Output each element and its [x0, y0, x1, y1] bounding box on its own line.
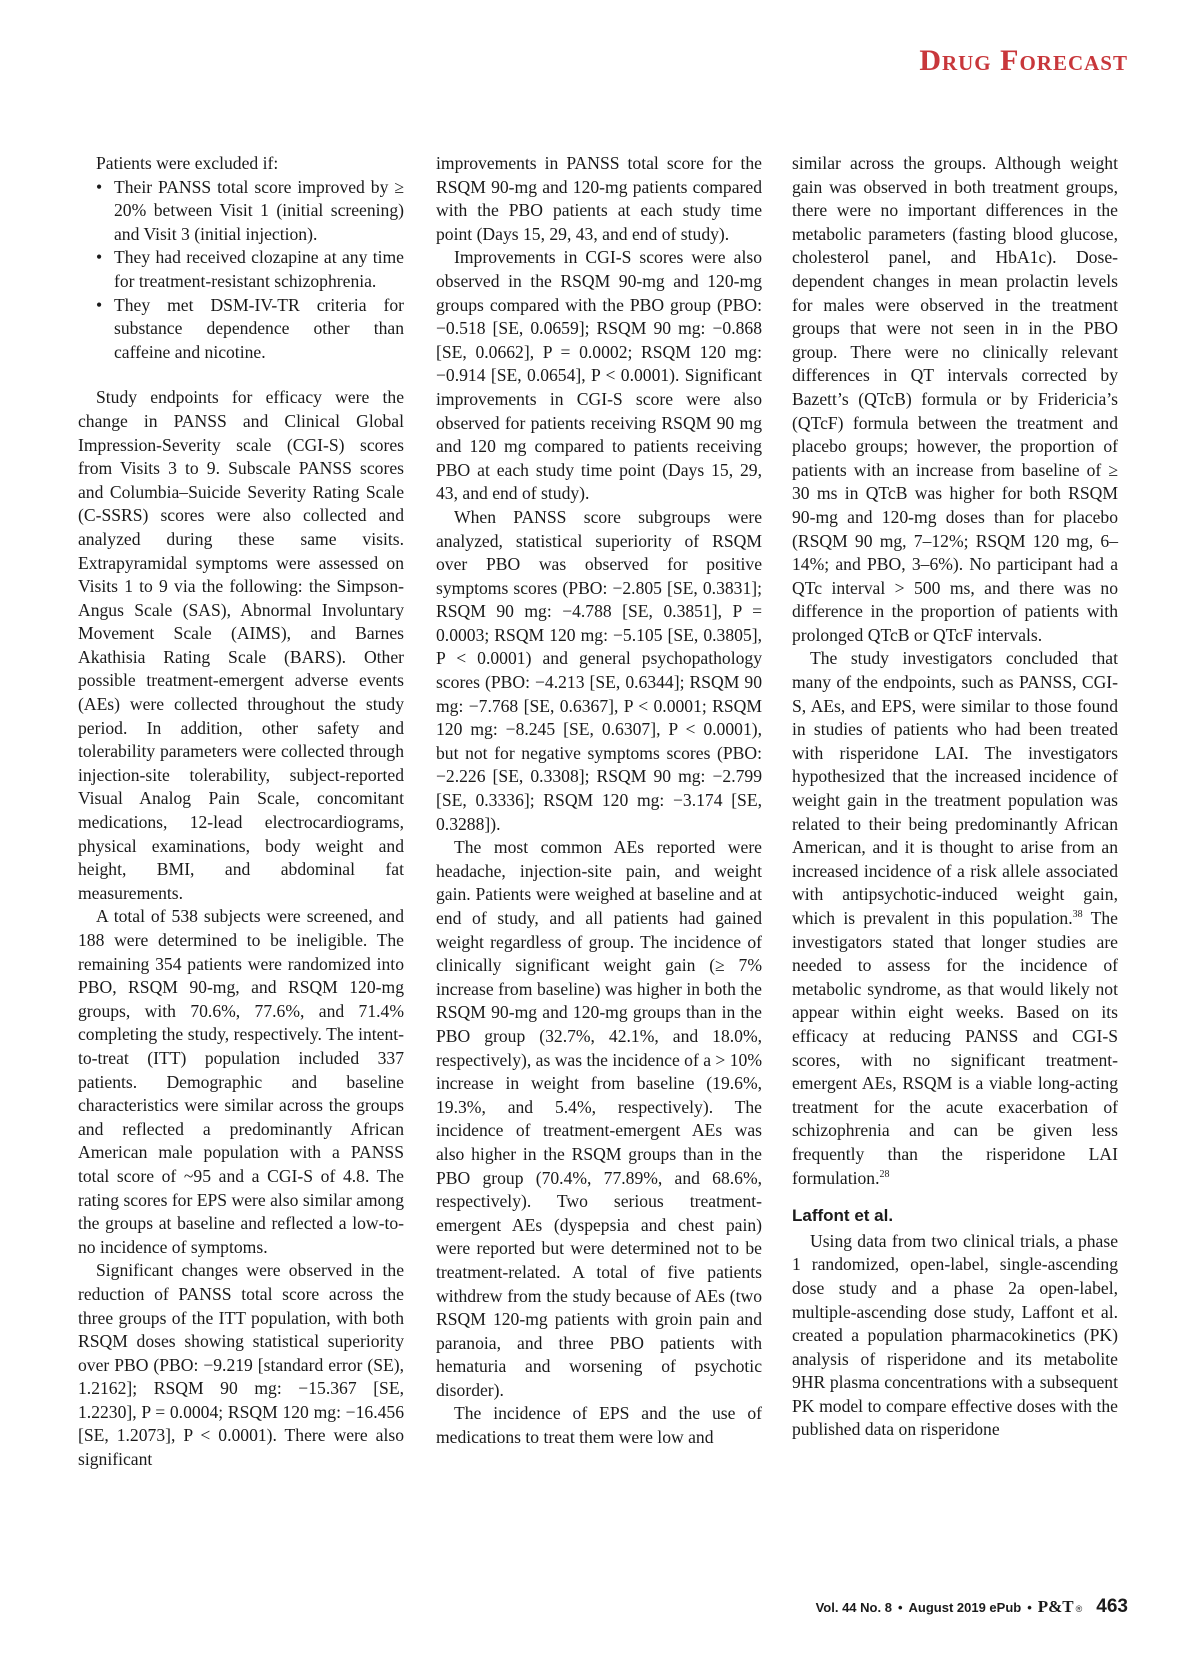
- page-footer: [816, 1596, 1128, 1618]
- footer-date: August 2019 ePub: [908, 1600, 1022, 1615]
- section-title: Drug Forecast: [919, 44, 1128, 77]
- paragraph: Significant changes were observed in the reduction of PANSS total score across the three groups of the ITT population, with both RSQM doses showing statistical superiority over PBO (PBO: −9.219 [standard error (SE), 1.2162]; RSQM 90 mg: −15.367 [SE, 1.2230], P = 0.0004; RSQM 120 mg: −16.456 [SE, 1.2073], P < 0.0001). There were also significant: [78, 1260, 404, 1470]
- paragraph-text: The study investigators concluded that many of the endpoints, such as PANSS, CGI-S, AEs, and EPS, were similar to those found in studies of patients who had been treated with risperidone LAI. The investigators hypothesized that the increased incidence of weight gain in the treatment population was related to their being predominantly African American, and it is thought to arise from an increased incidence of a risk allele associated with antipsychotic-induced weight gain, which is prevalent in this population.: [792, 648, 1118, 928]
- subsection-heading: Laffont et al.: [792, 1206, 894, 1226]
- footer-separator: •: [897, 1600, 903, 1615]
- paragraph: [792, 647, 1118, 1190]
- exclusion-intro: Patients were excluded if:: [96, 153, 279, 173]
- footer-issue: Vol. 44 No. 8: [815, 1600, 892, 1615]
- column-3: [792, 152, 1118, 1442]
- journal-name: P&T: [1037, 1597, 1074, 1616]
- paragraph: The most common AEs reported were headache, injection-site pain, and weight gain. Patients were weighed at baseline and at end of study, and all patients had gained weight regardless of group. The incidence of clinically significant weight gain (≥ 7% increase from baseline) was higher in both the RSQM 90-mg and 120-mg groups than in the PBO group (32.7%, 42.1%, and 18.0%, respectively), as was the incidence of a > 10% increase in weight from baseline (19.6%, 19.3%, and 5.4%, respectively). The incidence of treatment-emergent AEs was also higher in the RSQM groups than in the PBO group (70.4%, 77.89%, and 68.6%, respectively). Two serious treatment-emergent AEs (dyspepsia and chest pain) were reported but were determined not to be treatment-related. A total of five patients withdrew from the study because of AEs (two RSQM 120-mg patients with groin pain and paranoia, and three PBO patients with hematuria and worsening of psychotic disorder).: [436, 837, 762, 1400]
- reference-38: 38: [1072, 909, 1083, 921]
- list-item: • They met DSM-IV-TR criteria for substance dependence other than caffeine and nicotine.: [96, 294, 404, 365]
- column-1: [78, 152, 404, 1472]
- list-item: • They had received clozapine at any time for treatment-resistant schizophrenia.: [96, 246, 404, 293]
- paragraph: When PANSS score subgroups were analyzed, statistical superiority of RSQM over PBO was observed for positive symptoms scores (PBO: −2.805 [SE, 0.3831]; RSQM 90 mg: −4.788 [SE, 0.3851], P = 0.0003; RSQM 120 mg: −5.105 [SE, 0.3805], P < 0.0001) and general psychopathology scores (PBO: −4.213 [SE, 0.6344]; RSQM 90 mg: −7.768 [SE, 0.6367], P < 0.0001; RSQM 120 mg: −8.245 [SE, 0.6307], P < 0.0001), but not for negative symptoms scores (PBO: −2.226 [SE, 0.3308]; RSQM 90 mg: −2.799 [SE, 0.3336]; RSQM 120 mg: −3.174 [SE, 0.3288]).: [436, 506, 762, 834]
- registered-mark: ®: [1075, 1604, 1083, 1614]
- paragraph: improvements in PANSS total score for the RSQM 90-mg and 120-mg patients compared with the PBO patients at each study time point (Days 15, 29, 43, and end of study).: [436, 153, 762, 244]
- paragraph: The incidence of EPS and the use of medications to treat them were low and: [436, 1403, 762, 1448]
- paragraph-text: The investigators stated that longer studies are needed to assess for the incidence of metabolic syndrome, as that would likely not appear within eight weeks. Based on its efficacy at reducing PANSS and CGI-S scores, with no significant treatment-emergent AEs, RSQM is a viable long-acting treatment for the acute exacerbation of schizophrenia and can be given less frequently than the risperidone LAI formulation.: [792, 908, 1118, 1188]
- page-number: 463: [1096, 1596, 1128, 1617]
- paragraph: A total of 538 subjects were screened, and 188 were determined to be ineligible. The remaining 354 patients were randomized into PBO, RSQM 90-mg, and RSQM 120-mg groups, with 70.6%, 77.6%, and 71.4% completing the study, respectively. The intent-to-treat (ITT) population included 337 patients. Demographic and baseline characteristics were similar across the groups and reflected a predominantly African American male population with a PANSS total score of ~95 and a CGI-S of 4.8. The rating scores for EPS were also similar among the groups at baseline and reflected a low-to-no incidence of symptoms.: [78, 906, 404, 1257]
- footer-separator: •: [1027, 1600, 1032, 1615]
- exclusion-list: [78, 176, 404, 365]
- paragraph: Using data from two clinical trials, a phase 1 randomized, open-label, single-ascending dose study and a phase 2a open-label, multiple-ascending dose study, Laffont et al. created a population pharmacokinetics (PK) analysis of risperidone and its metabolite 9HR plasma concentrations with a subsequent PK model to compare effective doses with the published data on risperidone: [792, 1230, 1118, 1440]
- column-2: [436, 152, 762, 1450]
- list-item: • Their PANSS total score improved by ≥ 20% between Visit 1 (initial screening) and Visit 3 (initial injection).: [96, 176, 404, 247]
- paragraph: Improvements in CGI-S scores were also observed in the RSQM 90-mg and 120-mg groups compared with the PBO group (PBO: −0.518 [SE, 0.0659]; RSQM 90 mg: −0.868 [SE, 0.0662], P = 0.0002; RSQM 120 mg: −0.914 [SE, 0.0654], P < 0.0001). Significant improvements in CGI-S score were also observed for patients receiving RSQM 90 mg and 120 mg compared to patients receiving PBO at each study time point (Days 15, 29, 43, and end of study).: [436, 247, 762, 504]
- reference-28: 28: [879, 1168, 890, 1180]
- paragraph: Study endpoints for efficacy were the change in PANSS and Clinical Global Impression-Severity scale (CGI-S) scores from Visits 3 to 9. Subscale PANSS scores and Columbia–Suicide Severity Rating Scale (C-SSRS) scores were also collected and analyzed during these same visits. Extrapyramidal symptoms were assessed on Visits 1 to 9 via the following: the Simpson-Angus Scale (SAS), Abnormal Involuntary Movement Scale (AIMS), and Barnes Akathisia Rating Scale (BARS). Other possible treatment-emergent adverse events (AEs) were collected throughout the study period. In addition, other safety and tolerability parameters were collected through injection-site tolerability, subject-reported Visual Analog Pain Scale, concomitant medications, 12-lead electrocardiograms, physical examinations, body weight and height, BMI, and abdominal fat measurements.: [78, 387, 404, 903]
- paragraph: similar across the groups. Although weight gain was observed in both treatment groups, there were no important differences in the metabolic parameters (fasting blood glucose, cholesterol panel, and HbA1c). Dose-dependent changes in mean prolactin levels for males were observed in the treatment groups that were not seen in in the PBO group. There were no clinically relevant differences in QT intervals corrected by Bazett’s (QTcB) formula or by Fridericia’s (QTcF) formula between the treatment and placebo groups; however, the proportion of patients with an increase from baseline of ≥ 30 ms in QTcB was higher for both RSQM 90-mg and 120-mg doses than for placebo (RSQM 90 mg, 7–12%; RSQM 120 mg, 6–14%; and PBO, 3–6%). No participant had a QTc interval > 500 ms, and there was no difference in the proportion of patients with prolonged QTcB or QTcF intervals.: [792, 153, 1118, 645]
